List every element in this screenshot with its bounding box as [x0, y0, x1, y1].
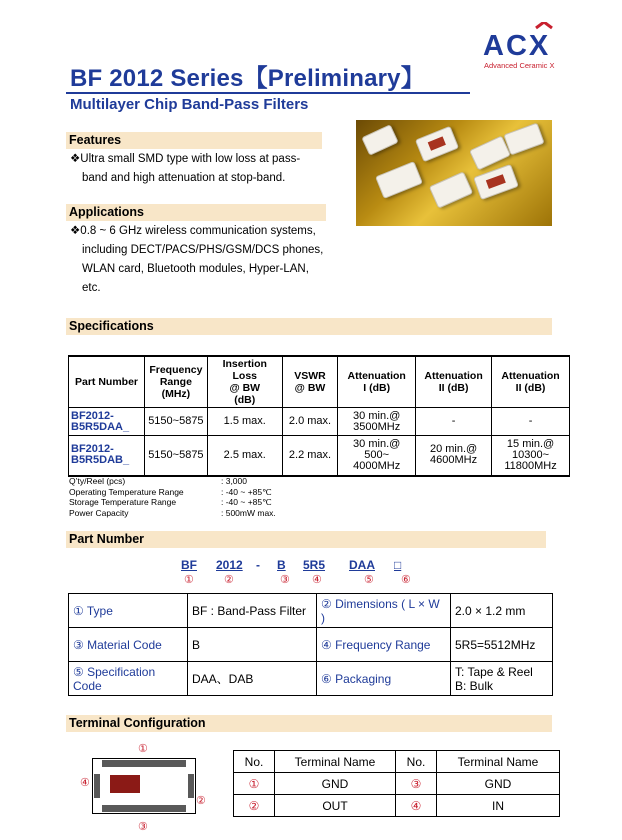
- terminal-name-cell: GND: [437, 773, 560, 795]
- applications-line-1: ❖0.8 ~ 6 GHz wireless communication systems,: [70, 225, 316, 237]
- spec-il-cell: 2.5 max.: [207, 436, 282, 476]
- applications-heading: Applications: [66, 204, 326, 221]
- pin-4-label: ④: [80, 777, 90, 789]
- features-line-1: ❖Ultra small SMD type with low loss at pass-: [70, 153, 301, 165]
- spec-header-att1: Attenuation I (dB): [338, 356, 416, 408]
- product-photo: [356, 120, 552, 226]
- terminal-no-cell: ①: [234, 773, 275, 795]
- pad-left: [94, 774, 100, 798]
- note-row: Operating Temperature Range : -40 ~ +85℃: [69, 486, 272, 497]
- spec-att3-cell: 15 min.@ 10300~ 11800MHz: [492, 436, 570, 476]
- pn-value-spec-code: DAA、DAB: [188, 662, 317, 696]
- table-row: [69, 662, 553, 696]
- spec-header-part: Part Number: [69, 356, 145, 408]
- spec-header-row: [69, 356, 570, 408]
- spec-header-att3: Attenuation II (dB): [492, 356, 570, 408]
- marker-2: ②: [224, 574, 234, 586]
- spec-vswr-cell: 2.0 max.: [282, 408, 338, 436]
- spec-att2-cell: 20 min.@ 4600MHz: [416, 436, 492, 476]
- pn-key-frequency: ④ Frequency Range: [317, 628, 451, 662]
- applications-text: [70, 222, 323, 298]
- spec-part-cell: BF2012- B5R5DAA_: [69, 408, 145, 436]
- marker-6: ⑥: [401, 574, 411, 586]
- pad-bottom: [102, 805, 186, 812]
- acx-logo-mark: [478, 22, 598, 66]
- terminal-header-no-2: No.: [396, 751, 437, 773]
- note-row: Power Capacity : 500mW max.: [69, 507, 276, 518]
- spec-vswr-cell: 2.2 max.: [282, 436, 338, 476]
- pn-key-packaging: ⑥ Packaging: [317, 662, 451, 696]
- table-row: [234, 795, 560, 817]
- spec-il-cell: 1.5 max.: [207, 408, 282, 436]
- terminal-name-cell: OUT: [275, 795, 396, 817]
- pn-key-spec-code: ⑤ Specification Code: [69, 662, 188, 696]
- spec-part-cell: BF2012- B5R5DAB_: [69, 436, 145, 476]
- terminal-diagram: [78, 740, 218, 840]
- note-row: Storage Temperature Range : -40 ~ +85℃: [69, 497, 272, 507]
- pn-key-type: ① Type: [69, 594, 188, 628]
- code-b: B: [277, 558, 286, 572]
- note-row: Q’ty/Reel (pcs) : 3,000: [69, 476, 247, 486]
- pn-value-type: BF : Band-Pass Filter: [188, 594, 317, 628]
- pn-value-dimensions: 2.0 × 1.2 mm: [451, 594, 553, 628]
- logo-text: ACX: [483, 30, 551, 62]
- page-subtitle: Multilayer Chip Band-Pass Filters: [70, 96, 309, 113]
- table-row: [234, 751, 560, 773]
- terminal-name-cell: IN: [437, 795, 560, 817]
- table-row: [69, 436, 570, 476]
- marker-1: ①: [184, 574, 194, 586]
- chip-marking: [110, 775, 140, 793]
- terminal-heading: Terminal Configuration: [66, 715, 552, 732]
- features-line-2: band and high attenuation at stop-band.: [82, 172, 286, 184]
- pn-value-packaging: T: Tape & Reel B: Bulk: [451, 662, 553, 696]
- part-number-table: [68, 593, 553, 696]
- title-underline: [66, 92, 470, 94]
- page-title: BF 2012 Series【Preliminary】: [70, 65, 425, 92]
- marker-4: ④: [312, 574, 322, 586]
- chip-image-5: [429, 171, 473, 208]
- spec-att1-cell: 30 min.@ 3500MHz: [338, 408, 416, 436]
- pad-top: [102, 760, 186, 767]
- terminal-name-cell: GND: [275, 773, 396, 795]
- table-row: [69, 594, 553, 628]
- marker-5: ⑤: [364, 574, 374, 586]
- pin-3-label: ③: [138, 821, 148, 833]
- code-5r5: 5R5: [303, 558, 326, 572]
- code-2012: 2012: [216, 558, 243, 572]
- code-dash: -: [256, 558, 260, 572]
- chip-image-7: [361, 124, 398, 156]
- pn-value-material: B: [188, 628, 317, 662]
- logo-tagline: Advanced Ceramic X: [484, 61, 555, 70]
- pn-key-material: ③ Material Code: [69, 628, 188, 662]
- chip-image-1: [415, 126, 459, 162]
- chip-image-3: [503, 123, 544, 156]
- pin-2-label: ②: [196, 795, 206, 807]
- pn-value-frequency: 5R5=5512MHz: [451, 628, 553, 662]
- spec-notes: [69, 476, 389, 518]
- terminal-header-name-2: Terminal Name: [437, 751, 560, 773]
- terminal-no-cell: ④: [396, 795, 437, 817]
- code-bf: BF: [181, 558, 197, 572]
- features-heading: Features: [66, 132, 322, 149]
- chip-outline-diagram: [92, 758, 196, 814]
- spec-header-vswr: VSWR @ BW: [282, 356, 338, 408]
- spec-header-insertion-loss: Insertion Loss @ BW (dB): [207, 356, 282, 408]
- applications-line-3: WLAN card, Bluetooth modules, Hyper-LAN,: [82, 263, 309, 275]
- marker-3: ③: [280, 574, 290, 586]
- spec-att3-cell: -: [492, 408, 570, 436]
- features-text: [70, 150, 300, 188]
- code-daa: DAA: [349, 558, 375, 572]
- terminal-no-cell: ②: [234, 795, 275, 817]
- spec-att2-cell: -: [416, 408, 492, 436]
- applications-line-2: including DECT/PACS/PHS/GSM/DCS phones,: [82, 244, 324, 256]
- code-packaging-box: □: [394, 558, 402, 572]
- table-row: [69, 408, 570, 436]
- pn-key-dimensions: ② Dimensions ( L × W ): [317, 594, 451, 628]
- logo-x-accent: [536, 22, 552, 28]
- table-row: [234, 773, 560, 795]
- pin-1-label: ①: [138, 743, 148, 755]
- part-number-heading: Part Number: [66, 531, 546, 548]
- spec-freq-cell: 5150~5875: [144, 436, 207, 476]
- specifications-heading: Specifications: [66, 318, 552, 335]
- chip-image-4: [375, 161, 423, 199]
- spec-header-freq: Frequency Range (MHz): [144, 356, 207, 408]
- terminal-header-no: No.: [234, 751, 275, 773]
- spec-att1-cell: 30 min.@ 500~ 4000MHz: [338, 436, 416, 476]
- terminal-table: [233, 750, 560, 817]
- spec-freq-cell: 5150~5875: [144, 408, 207, 436]
- terminal-header-name: Terminal Name: [275, 751, 396, 773]
- spec-header-att2: Attenuation II (dB): [416, 356, 492, 408]
- terminal-no-cell: ③: [396, 773, 437, 795]
- pad-right: [188, 774, 194, 798]
- applications-line-4: etc.: [82, 282, 101, 294]
- specifications-table: [68, 355, 570, 477]
- table-row: [69, 628, 553, 662]
